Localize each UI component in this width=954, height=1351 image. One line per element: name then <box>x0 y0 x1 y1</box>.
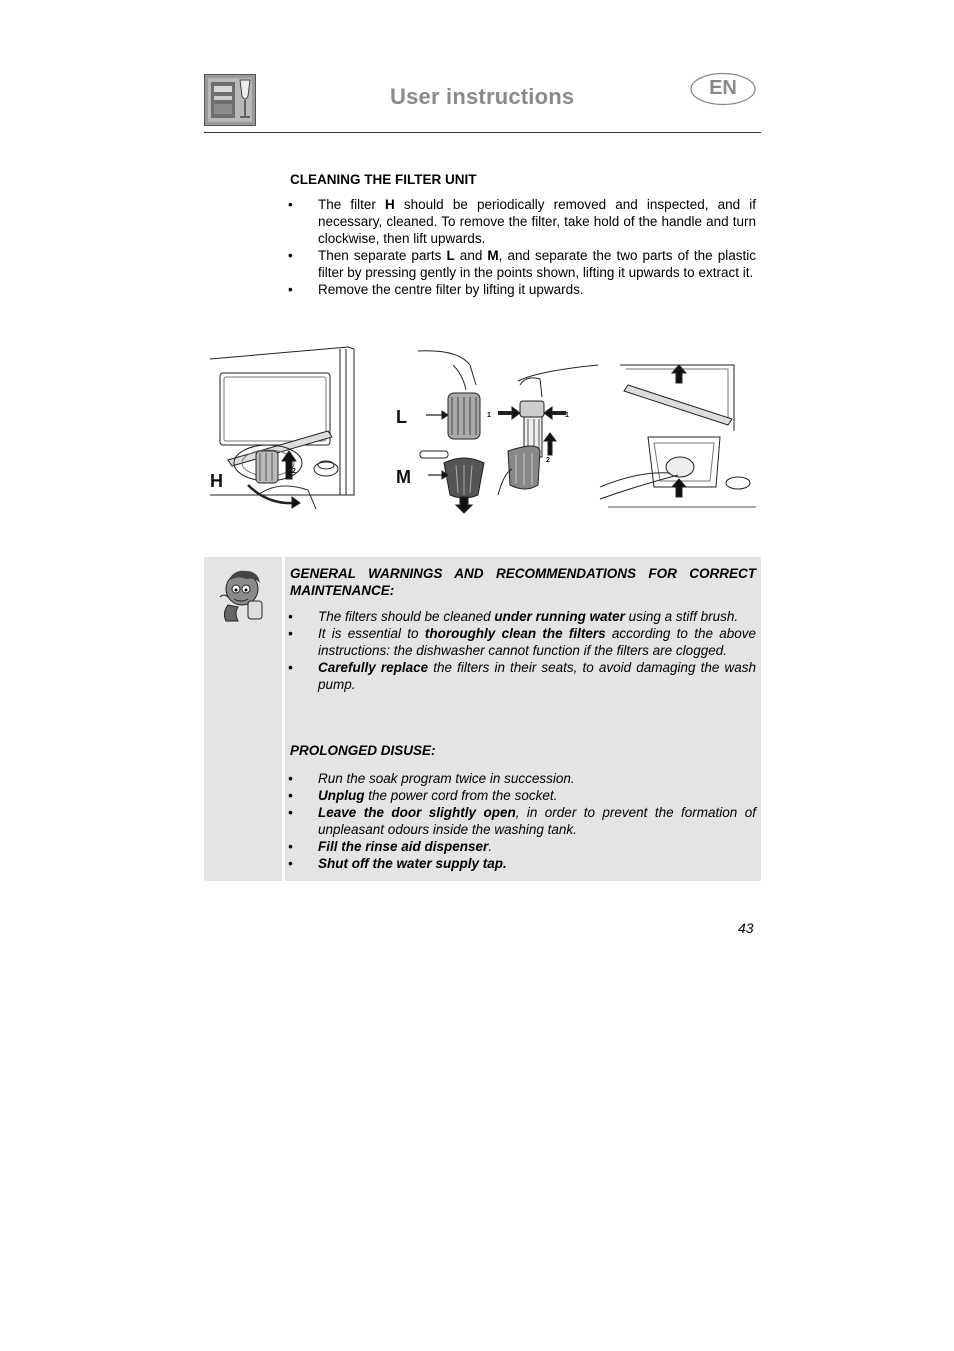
bullet-icon: • <box>288 609 293 624</box>
item-text: . <box>488 839 493 854</box>
emphasis-text: Leave the door slightly open <box>318 805 516 820</box>
page-header <box>204 72 761 134</box>
emphasis-text: under running water <box>494 609 625 624</box>
item-text: and <box>454 248 488 263</box>
bullet-icon: • <box>288 282 293 297</box>
panel-separate-l-m <box>418 351 598 513</box>
emphasis-text: thoroughly clean the filters <box>424 626 606 641</box>
item-text: The filter <box>318 197 386 212</box>
item-text: The filters should be cleaned <box>318 609 495 624</box>
prolonged-disuse-title: PROLONGED DISUSE: <box>290 743 436 758</box>
bullet-icon: • <box>288 788 293 803</box>
item-text: It is essential to <box>318 626 425 641</box>
emphasis-text: H <box>385 197 395 212</box>
item-text: Remove the centre filter by lifting it upwards. <box>318 282 584 297</box>
emphasis-text: L <box>446 248 455 263</box>
item-text: the power cord from the socket. <box>364 788 558 803</box>
list-item <box>288 247 756 281</box>
language-code: EN <box>709 77 737 99</box>
bullet-icon: • <box>288 839 293 854</box>
warnings-title: GENERAL WARNINGS AND RECOMMENDATIONS FOR CORRECT MAINTENANCE: <box>290 566 756 598</box>
panel-remove-filter-h <box>210 347 354 509</box>
emphasis-text: Carefully replace <box>318 660 429 675</box>
filter-section-title: CLEANING THE FILTER UNIT <box>290 172 477 187</box>
emphasis-text: Unplug <box>318 788 365 803</box>
filter-instructions-list <box>288 196 756 298</box>
item-text: , in order to prevent the formation of unpleasant odours inside the washing tank. <box>318 805 756 837</box>
warnings-icon-column <box>204 557 282 881</box>
item-text: according to the above instructions: the dishwasher cannot function if the filters are clogged. <box>318 626 756 658</box>
bullet-icon: • <box>288 660 293 675</box>
prolonged-disuse-list <box>288 770 756 872</box>
list-item <box>288 804 756 838</box>
list-item <box>288 787 756 804</box>
page-number: 43 <box>738 920 754 936</box>
bullet-icon: • <box>288 197 293 212</box>
dishwasher-logo-icon <box>204 74 256 126</box>
list-item <box>288 770 756 787</box>
list-item <box>288 659 756 693</box>
emphasis-text: Shut off the water supply tap. <box>318 856 507 871</box>
label-h: H <box>210 471 223 491</box>
list-item <box>288 838 756 855</box>
emphasis-text: Fill the rinse aid dispenser <box>318 839 489 854</box>
header-divider <box>204 132 761 133</box>
label-step-2-panel1: 2 <box>292 468 296 475</box>
list-item <box>288 196 756 247</box>
bullet-icon: • <box>288 805 293 820</box>
label-m: M <box>396 467 411 487</box>
filter-removal-illustrations <box>208 345 760 515</box>
item-text: using a stiff brush. <box>624 609 739 624</box>
bullet-icon: • <box>288 626 293 641</box>
label-step-1-left: 1 <box>487 412 491 419</box>
panel-remove-centre-filter <box>600 365 756 507</box>
page-title: User instructions <box>390 84 575 109</box>
emphasis-text: M <box>487 248 499 263</box>
label-l: L <box>396 407 407 427</box>
item-text: Run the soak program twice in succession. <box>318 771 575 786</box>
list-item <box>288 608 756 625</box>
item-text: the filters in their seats, to avoid damaging the wash pump. <box>318 660 756 692</box>
bullet-icon: • <box>288 856 293 871</box>
mascot-warning-icon <box>218 567 270 623</box>
item-text: , and separate the two parts of the plastic filter by pressing gently in the points shown, lifting it upwards to extract it. <box>318 248 756 280</box>
list-item <box>288 855 756 872</box>
list-item <box>288 625 756 659</box>
language-badge <box>690 72 756 106</box>
bullet-icon: • <box>288 248 293 263</box>
label-step-1-right: 1 <box>565 412 569 419</box>
warnings-list <box>288 608 756 693</box>
item-text: should be periodically removed and inspected, and if necessary, cleaned. To remove the filter, take hold of the handle and turn clockwise, then lift upwards. <box>318 197 756 246</box>
item-text: Then separate parts <box>318 248 447 263</box>
label-step-2-panel2: 2 <box>546 457 550 464</box>
list-item <box>288 281 756 298</box>
bullet-icon: • <box>288 771 293 786</box>
